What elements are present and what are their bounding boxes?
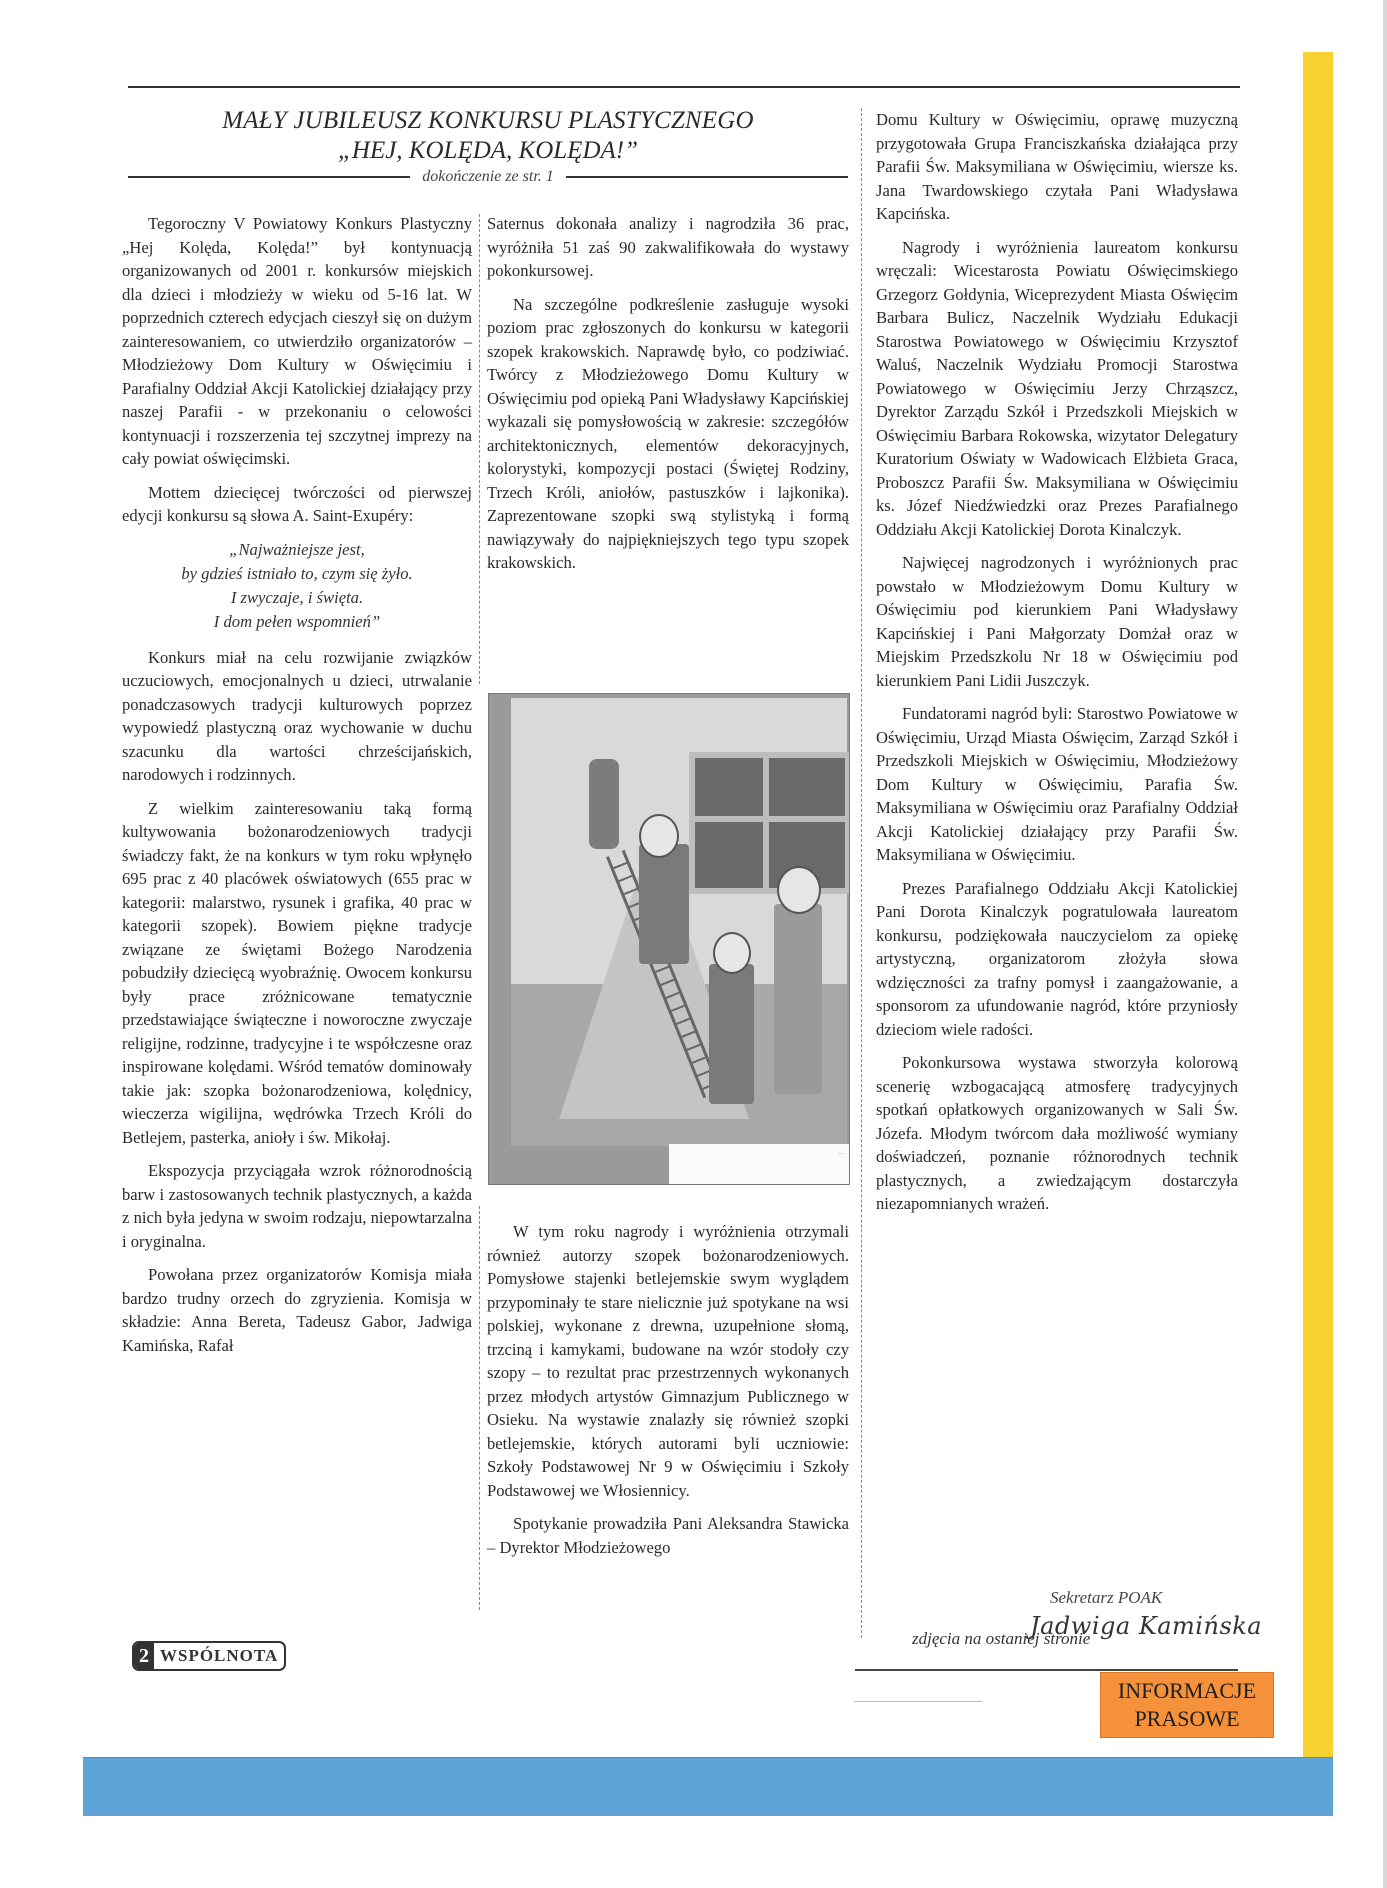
painting-caption-label: ...: [669, 1144, 849, 1184]
paragraph: Z wielkim zainteresowaniu taką formą kultywowania bożonarodzeniowych tradycji świadczy fakt, że na konkurs w tym roku wpłynęło 695 prac z 40 placówek oświatowych (655 prac w kategorii: malarstwo, rysunek i grafika, 40 prac w kategorii szopek). Bowiem piękne tradycje związane ze świętami Bożego Narodzenia pobudziły dziecięcą wyobraźnię. Owocem konkursu były prace zróżnicowane tematycznie przedstawiające świąteczne i noworoczne zwyczaje religijne, rodzinne, tradycyjne i te współczesne oraz inspirowane kolędami. Wśród tematów dominowały takie jak: szopka bożonarodzeniowa, kolędnicy, wieczerza wigilijna, wędrówka Trzech Króli do Betlejem, pasterka, anioły i św. Mikołaj.: [122, 798, 472, 1147]
press-label-line2: PRASOWE: [1134, 1706, 1240, 1731]
continuation-note: dokończenie ze str. 1: [422, 168, 554, 185]
article-column-2-bottom: [487, 1220, 849, 1569]
top-rule: [128, 86, 1240, 88]
press-label-line1: INFORMACJE: [1117, 1678, 1257, 1703]
publication-name: WSPÓLNOTA: [160, 1646, 279, 1665]
paragraph: Najwięcej nagrodzonych i wyróżnionych prac powstało w Młodzieżowym Domu Kultury w Oświęcimiu pod kierunkiem Pani Władysławy Kapcińskiej i Pani Małgorzaty Domżał oraz w Miejskim Przedszkolu Nr 18 w Oświęcimiu pod kierunkiem Pani Lidii Juszczyk.: [876, 553, 1238, 690]
page-number: 2: [134, 1643, 154, 1669]
rule-left: [128, 176, 410, 178]
paragraph: Ekspozycja przyciągała wzrok różnorodnością barw i zastosowanych technik plastycznych, a każda z nich była jedyna w swoim rodzaju, niepowtarzalna i oryginalna.: [122, 1161, 472, 1251]
paragraph: Tegoroczny V Powiatowy Konkurs Plastyczny „Hej Kolęda, Kolęda!” był kontynuacją organizowanych od 2001 r. konkursów miejskich dla dzieci i młodzieży w wieku od 5-16 lat. W poprzednich czterech edycjach cieszył się on dużym zainteresowaniem, co utwierdziło organizatorów – Młodzieżowy Dom Kultury w Oświęcimiu i Parafialny Oddział Akcji Katolickiej działający przy naszej Parafii - w przekonaniu o celowości kontynuacji i rozszerzenia tej szczytnej imprezy na cały powiat oświęcimski.: [122, 214, 472, 468]
column-divider: [479, 214, 481, 684]
bottom-rule: [855, 1669, 1238, 1671]
motto-quote: [122, 538, 472, 634]
childrens-painting-photo: [488, 693, 850, 1185]
paragraph: Konkurs miał na celu rozwijanie związków uczuciowych, emocjonalnych u dzieci, utrwalanie ponadczasowych tradycji kulturowych poprzez wypowiedź plastyczną oraz wychowanie w duchu szacunku dla wartości chrześcijańskich, narodowych i rodzinnych.: [122, 647, 472, 784]
scan-edge: [1383, 0, 1387, 1888]
article-column-2-top: [487, 212, 849, 585]
article-column-1: [122, 212, 472, 1367]
paragraph: Pokonkursowa wystawa stworzyła kolorową scenerię wzbogacającą atmosferę tradycyjnych spotkań opłatkowych organizowanych w Sali Św. Józefa. Młodym twórcom dała możliwość wymiany doświadczeń, poznanie różnorodnych technik plastycznych, a zwiedzającym dostarczyła niezapomnianych wrażeń.: [876, 1053, 1238, 1213]
quote-line: I dom pełen wspomnień”: [213, 611, 381, 631]
rule-right: [566, 176, 848, 178]
press-info-label: [1100, 1672, 1274, 1738]
continuation-line: [128, 168, 848, 186]
quote-line: I zwyczaje, i święta.: [230, 587, 364, 607]
painting-figure-head: [639, 814, 679, 858]
yellow-decorative-bar: [1303, 52, 1333, 1758]
painting-figure-head: [713, 932, 751, 974]
blue-decorative-band: [83, 1757, 1333, 1816]
headline-title-line2: „HEJ, KOLĘDA, KOLĘDA!”: [337, 137, 638, 164]
paragraph: Spotykanie prowadziła Pani Aleksandra Stawicka – Dyrektor Młodzieżowego: [487, 1514, 849, 1557]
article-headline: [128, 106, 848, 186]
painting-figure-head: [777, 866, 821, 914]
headline-title-line1: MAŁY JUBILEUSZ KONKURSU PLASTYCZNEGO: [222, 107, 754, 134]
column-divider: [479, 1206, 481, 1610]
scan-artifact: [854, 1701, 982, 1702]
paragraph: Na szczególne podkreślenie zasługuje wysoki poziom prac zgłoszonych do konkursu w kategorii szopek krakowskich. Naprawdę było, co podziwiać. Twórcy z Młodzieżowego Domu Kultury w Oświęcimiu pod opieką Pani Władysławy Kapcińskiej wykazali się pomysłowością w zakresie: szczegółów architektonicznych, elementów dekoracyjnych, kolorystyki, kompozycji postaci (Świętej Rodziny, Trzech Króli, aniołów, pastuszków i lajkonika). Zaprezentowane szopki swą stylistyką i formą nawiązywały do najpiękniejszych tego typu szopek krakowskich.: [487, 294, 849, 572]
signature-name: Jadwiga Kamińska: [1030, 1612, 1263, 1640]
quote-line: „Najważniejsze jest,: [229, 539, 365, 559]
photos-note: zdjęcia na ostaniej stronie: [912, 1629, 1091, 1648]
paragraph: Powołana przez organizatorów Komisja miała bardzo trudny orzech do zgryzienia. Komisja w składzie: Anna Bereta, Tadeusz Gabor, Jadwiga Kamińska, Rafał: [122, 1265, 472, 1355]
article-column-3: [876, 108, 1238, 1226]
publication-footer-badge: [132, 1641, 286, 1671]
paragraph: Prezes Parafialnego Oddziału Akcji Katolickiej Pani Dorota Kinalczyk pogratulowała laureatom konkursu, podziękowała nauczycielom za opiekę artystyczną, organizatorom złożyła słowa wdzięczności za trafny pomysł i zaangażowanie, a sponsorom za ufundowanie nagród, które przyniosły dzieciom wiele radości.: [876, 878, 1238, 1039]
painting-figure: [709, 964, 754, 1104]
column-divider: [861, 108, 863, 1638]
paragraph: Saternus dokonała analizy i nagrodziła 36 prac, wyróżniła 51 zaś 90 zakwalifikowała do wystawy pokonkursowej.: [487, 214, 849, 280]
paragraph: Mottem dziecięcej twórczości od pierwszej edycji konkursu są słowa A. Saint-Exupéry:: [122, 482, 472, 525]
quote-line: by gdzieś istniało to, czym się żyło.: [181, 563, 413, 583]
paragraph: Domu Kultury w Oświęcimiu, oprawę muzyczną przygotowała Grupa Franciszkańska działająca przy Parafii Św. Maksymiliana w Oświęcimiu, wiersze ks. Jana Twardowskiego czytała Pani Władysława Kapcińska.: [876, 110, 1238, 223]
painting-figure: [639, 844, 689, 964]
signature-role: Sekretarz POAK: [1050, 1588, 1163, 1607]
paragraph: Nagrody i wyróżnienia laureatom konkursu wręczali: Wicestarosta Powiatu Oświęcimskiego Grzegorz Gołdynia, Wiceprezydent Miasta Oświęcim Barbara Bulicz, Naczelnik Wydziału Edukacji Starostwa Powiatowego w Oświęcimiu Krzysztof Waluś, Naczelnik Wydziału Promocji Starostwa Powiatowego w Oświęcimiu Jerzy Chrząszcz, Dyrektor Zarządu Szkół i Przedszkoli Miejskich w Oświęcimiu Barbara Rokowska, wizytator Delegatury Kuratorium Oświaty w Wadowicach Elżbieta Graca, Proboszcz Parafii Św. Maksymiliana w Oświęcimiu ks. Józef Niedźwiedzki oraz Prezes Parafialnego Oddziału Akcji Katolickiej Dorota Kinalczyk.: [876, 237, 1238, 539]
paragraph: Fundatorami nagród byli: Starostwo Powiatowe w Oświęcimiu, Urząd Miasta Oświęcim, Zarząd Szkół i Przedszkoli Miejskich w Oświęcimiu, Młodzieżowy Dom Kultury w Oświęcimiu, Parafia Św. Maksymiliana w Oświęcimiu oraz Parafialny Oddział Akcji Katolickiej działający przy Parafii Św. Maksymiliana w Oświęcimiu.: [876, 704, 1238, 864]
paragraph: W tym roku nagrody i wyróżnienia otrzymali również autorzy szopek bożonarodzeniowych. Pomysłowe stajenki betlejemskie swym wyglądem przypominały te stare nielicznie już spotykane na wsi polskiej, wykonane z drewna, uzupełnione słomą, trzciną i kamykami, budowane na wzór stodoły czy szopy – to rezultat prac przestrzennych wykonanych przez młodych artystów Gimnazjum Publicznego w Osieku. Na wystawie znalazły się również szopki betlejemskie, których autorami byli uczniowie: Szkoły Podstawowej Nr 9 w Oświęcimiu i Szkoły Podstawowej we Włosiennicy.: [487, 1222, 849, 1500]
painting-figure: [774, 904, 822, 1094]
